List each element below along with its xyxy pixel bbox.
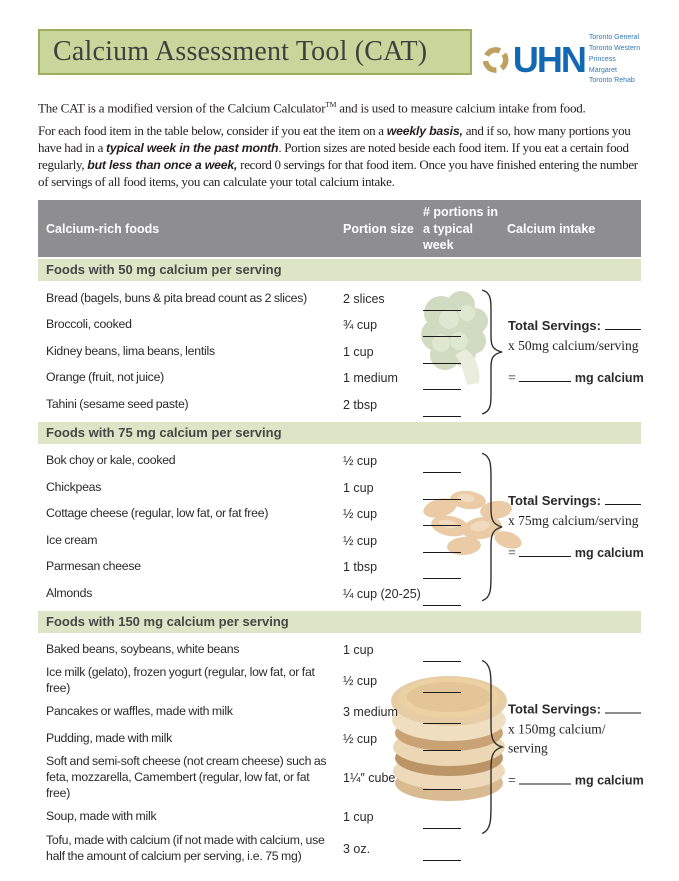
emphasis-text: typical week in the past month (106, 141, 279, 156)
document-header (38, 0, 641, 87)
grouping-brace (478, 659, 504, 835)
multiplier-text: x 75mg calcium/serving (508, 513, 639, 529)
table-row (38, 699, 508, 726)
table-row (38, 527, 508, 554)
portion-size-cell: ½ cup (343, 674, 378, 689)
food-name-cell: Almonds (46, 585, 93, 600)
portions-blank-field[interactable] (423, 567, 461, 579)
portion-size-cell: ½ cup (343, 731, 378, 746)
portions-blank-field[interactable] (423, 681, 461, 693)
total-servings-blank-field[interactable] (605, 700, 641, 713)
portion-size-cell: 1¼″ cube (343, 771, 396, 786)
portion-size-cell: 1 medium (343, 371, 398, 386)
portions-blank-field[interactable] (423, 778, 461, 790)
calcium-result-blank-field[interactable] (519, 544, 571, 557)
equals-sign: = (508, 370, 516, 386)
table-row (38, 285, 508, 312)
column-header-portion-size: Portion size (343, 221, 414, 236)
grouping-brace (478, 289, 504, 415)
intro-text: record 0 servings for that food item. Once you have finished entering the number of servings of all food items, you can calculate your total calcium intake. (38, 156, 638, 189)
intro-text: For each food item in the table below, consider if you eat the item on a (38, 123, 387, 139)
column-header-portions-week: # portions in a typical week (423, 205, 498, 252)
mg-calcium-label: mg calcium (574, 370, 644, 385)
grouping-brace (478, 452, 504, 602)
table-row (38, 726, 508, 753)
food-name-cell: Parmesan cheese (46, 559, 141, 574)
trademark-superscript: TM (325, 100, 337, 110)
portion-size-cell: ½ cup (343, 454, 378, 469)
uhn-site: Toronto General (588, 34, 640, 41)
totals-block-75mg (508, 492, 673, 562)
column-header-calcium-intake: Calcium intake (507, 221, 596, 236)
food-name-cell: Ice milk (gelato), frozen yogurt (regular, low fat, or fat free) (46, 665, 315, 696)
totals-block-150mg (508, 700, 673, 789)
mg-calcium-label: mg calcium (574, 546, 644, 561)
table-row (38, 752, 508, 804)
uhn-site: Princess Margaret (588, 55, 617, 74)
table-row (38, 637, 508, 664)
food-name-cell: Cottage cheese (regular, low fat, or fat free) (46, 506, 269, 521)
food-name-cell: Pudding, made with milk (46, 730, 173, 745)
food-name-cell: Soft and semi-soft cheese (not cream cheese) such as feta, mozzarella, Camembert (regular, low fat, or fat free) (46, 754, 327, 801)
food-name-cell: Orange (fruit, not juice) (46, 370, 165, 385)
multiplier-text: x 150mg calcium/ (508, 721, 606, 737)
intro-text: and if so, how many portions you have had in a (38, 123, 631, 156)
section-body-75mg (38, 444, 644, 611)
food-name-cell: Pancakes or waffles, made with milk (46, 704, 233, 719)
table-row (38, 663, 508, 699)
total-servings-label: Total Servings: (508, 493, 601, 509)
portions-blank-field[interactable] (423, 739, 461, 751)
portions-blank-field[interactable] (423, 514, 461, 526)
portions-blank-field[interactable] (423, 378, 461, 390)
intro-paragraph-2 (38, 123, 641, 190)
portions-blank-field[interactable] (423, 849, 461, 861)
portion-size-cell: 2 slices (343, 291, 385, 306)
portion-size-cell: ¼ cup (20-25) (343, 586, 421, 601)
portion-size-cell: 1 cup (343, 643, 374, 658)
total-servings-label: Total Servings: (508, 317, 601, 333)
portion-size-cell: ½ cup (343, 507, 378, 522)
portion-size-cell: 2 tbsp (343, 397, 378, 412)
table-row (38, 391, 508, 418)
portion-size-cell: 3 medium (343, 705, 398, 720)
portions-blank-field[interactable] (423, 541, 461, 553)
food-name-cell: Soup, made with milk (46, 809, 157, 824)
uhn-site: Toronto Western (588, 44, 641, 52)
portion-size-cell: 1 cup (343, 810, 374, 825)
portions-blank-field[interactable] (423, 405, 461, 417)
multiplier-text: x 50mg calcium/serving (508, 337, 639, 353)
table-row (38, 580, 508, 607)
portion-size-cell: 3 oz. (343, 841, 371, 856)
portions-blank-field[interactable] (423, 299, 461, 311)
uhn-logo (480, 33, 641, 87)
table-row (38, 804, 508, 831)
intro-paragraph-1 (38, 100, 641, 117)
table-row (38, 338, 508, 365)
section-header-150mg: Foods with 150 mg calcium per serving (38, 611, 641, 633)
section-header-50mg: Foods with 50 mg calcium per serving (38, 259, 641, 281)
uhn-site-list (589, 33, 641, 87)
emphasis-text: but less than once a week, (87, 157, 238, 172)
portions-blank-field[interactable] (423, 594, 461, 606)
table-row (38, 312, 508, 339)
title-box (38, 29, 472, 75)
table-row (38, 554, 508, 581)
section-body-50mg (38, 281, 644, 422)
page-title: Calcium Assessment Tool (CAT) (53, 36, 428, 67)
calcium-result-blank-field[interactable] (519, 369, 571, 382)
portions-blank-field[interactable] (423, 461, 461, 473)
uhn-wordmark: UHN (512, 39, 585, 81)
food-name-cell: Tofu, made with calcium (if not made with calcium, use half the amount of calcium per serving, i.e. 75 mg) (46, 832, 325, 863)
equals-sign: = (508, 546, 516, 562)
calcium-table (38, 200, 644, 870)
table-row (38, 365, 508, 392)
section-header-75mg: Foods with 75 mg calcium per serving (38, 422, 641, 444)
food-name-cell: Baked beans, soybeans, white beans (46, 642, 240, 657)
food-name-cell: Kidney beans, lima beans, lentils (46, 343, 215, 358)
mg-calcium-label: mg calcium (574, 773, 644, 788)
food-name-cell: Tahini (sesame seed paste) (46, 396, 189, 411)
uhn-swirl-icon (480, 43, 511, 77)
portion-size-cell: 1 cup (343, 344, 374, 359)
portion-size-cell: ¾ cup (343, 318, 378, 333)
section-body-150mg (38, 633, 644, 871)
portions-blank-field[interactable] (423, 352, 461, 364)
multiplier-text: serving (508, 740, 548, 756)
portion-size-cell: ½ cup (343, 533, 378, 548)
portions-blank-field[interactable] (423, 712, 461, 724)
table-header-row (38, 200, 641, 257)
food-name-cell: Broccoli, cooked (46, 317, 132, 332)
table-row (38, 448, 508, 475)
calcium-result-blank-field[interactable] (519, 771, 571, 784)
food-name-cell: Bok choy or kale, cooked (46, 453, 176, 468)
emphasis-text: weekly basis, (386, 124, 463, 139)
total-servings-label: Total Servings: (508, 701, 601, 717)
intro-text: . Portion sizes are noted beside each food item. If you eat a certain food regularly, (38, 140, 629, 172)
portions-blank-field[interactable] (423, 817, 461, 829)
total-servings-blank-field[interactable] (605, 317, 641, 330)
food-name-cell: Ice cream (46, 532, 98, 547)
column-header-foods: Calcium-rich foods (46, 221, 160, 236)
table-row (38, 501, 508, 528)
equals-sign: = (508, 773, 516, 789)
portions-blank-field[interactable] (423, 650, 461, 662)
uhn-site: Toronto Rehab (588, 77, 635, 85)
portion-size-cell: 1 cup (343, 480, 374, 495)
portion-size-cell: 1 tbsp (343, 560, 378, 575)
table-row (38, 474, 508, 501)
intro-text: The CAT is a modified version of the Calcium Calculator (38, 100, 326, 116)
portions-blank-field[interactable] (423, 325, 461, 337)
portions-blank-field[interactable] (423, 488, 461, 500)
food-name-cell: Chickpeas (46, 479, 102, 494)
food-name-cell: Bread (bagels, buns & pita bread count as 2 slices) (46, 290, 307, 305)
totals-block-50mg (508, 317, 673, 387)
table-row (38, 831, 508, 867)
intro-text: and is used to measure calcium intake from food. (336, 100, 586, 116)
total-servings-blank-field[interactable] (605, 492, 641, 505)
